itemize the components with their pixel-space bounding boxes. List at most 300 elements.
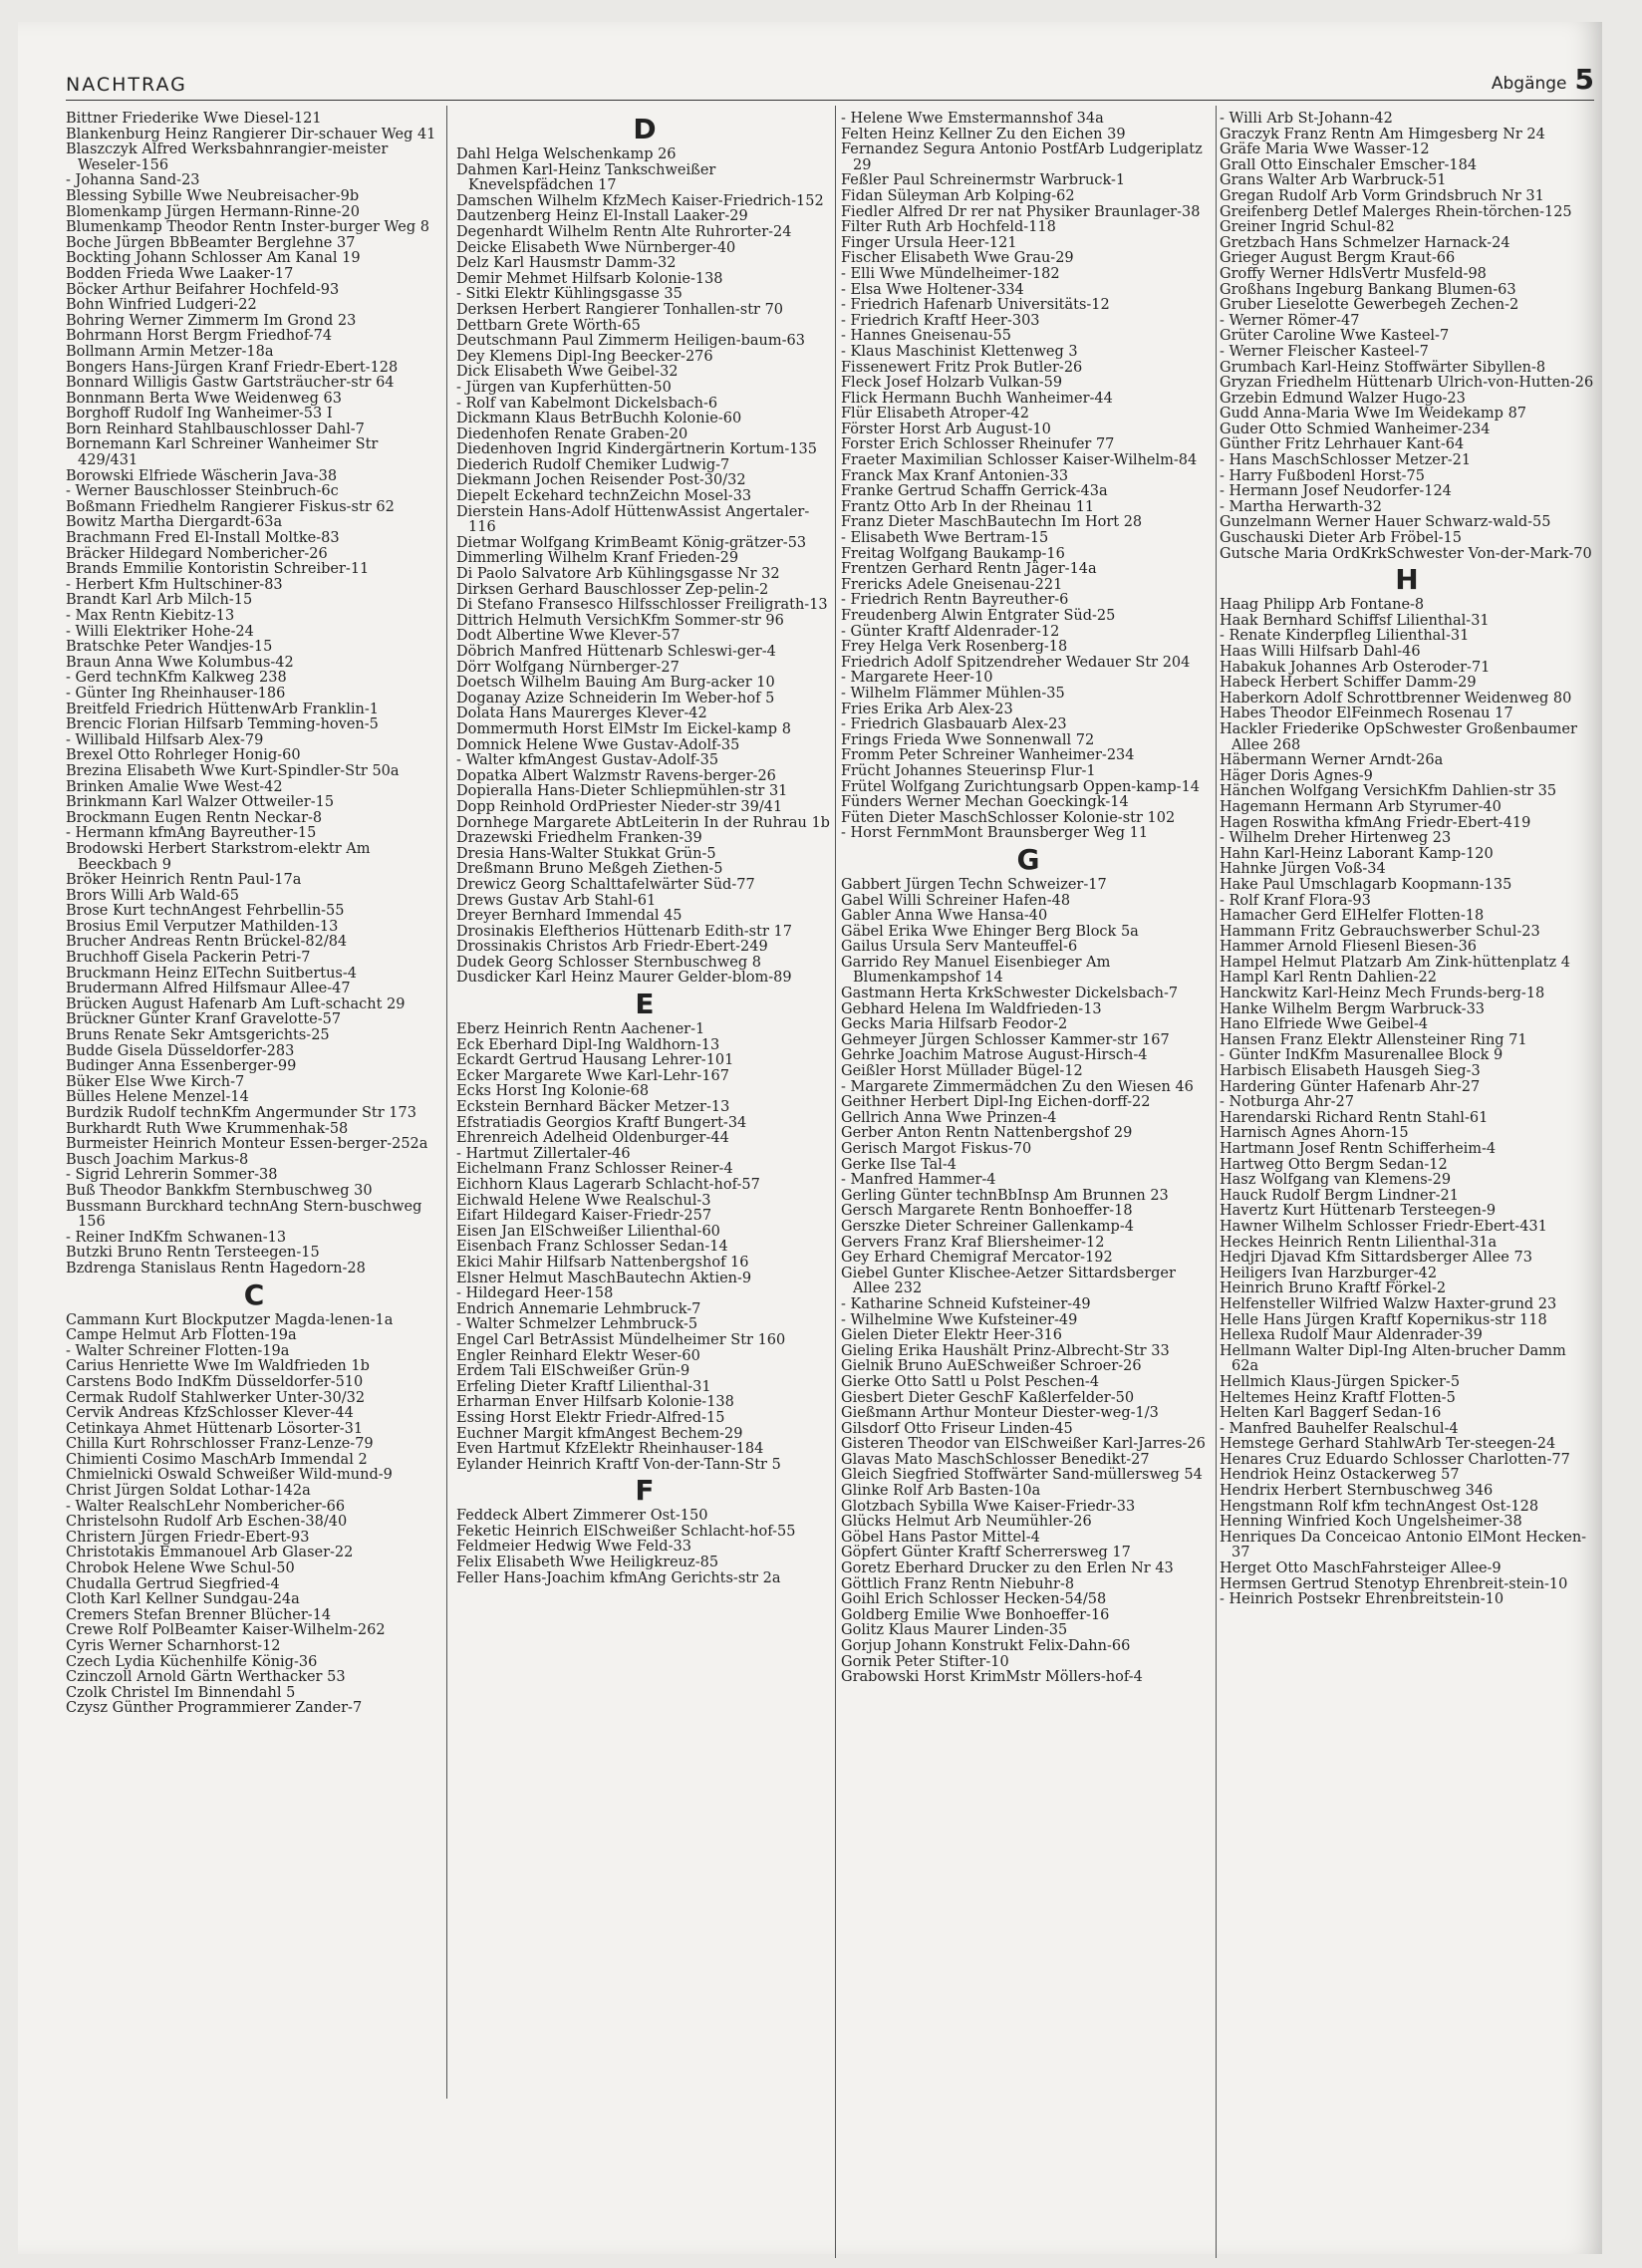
directory-entry: Brudermann Alfred Hilfsmaur Allee-47 [66,981,351,997]
directory-entry: Gey Erhard Chemigraf Mercator-192 [841,1250,1113,1267]
directory-entry: Gisteren Theodor van ElSchweißer Karl-Jarres-26 [841,1436,1206,1453]
directory-entry: Franck Max Kranf Antonien-33 [841,467,1069,484]
directory-entry: - Heinrich Postsekr Ehrenbreitstein-10 [1220,1591,1505,1608]
directory-entry: Böcker Arthur Beifahrer Hochfeld-93 [66,281,340,298]
directory-entry: Dahl Helga Welschenkamp 26 [456,146,677,162]
directory-entry: - Horst FernmMont Braunsberger Weg 11 [841,825,1149,842]
directory-entry: Brandt Karl Arb Milch-15 [66,592,253,609]
directory-entry: - Manfred Bauhelfer Realschul-4 [1220,1420,1459,1437]
directory-entry: Gerszke Dieter Schreiner Gallenkamp-4 [841,1218,1134,1235]
directory-entry: Gerisch Margot Fiskus-70 [841,1141,1032,1157]
directory-entry: Efstratiadis Georgios Kraftf Bungert-34 [456,1114,747,1131]
directory-entry: Göpfert Günter Kraftf Scherrersweg 17 [841,1545,1131,1561]
directory-entry: Förster Horst Arb August-10 [841,421,1051,437]
directory-entry: - Friedrich Kraftf Heer-303 [841,312,1040,329]
directory-entry: Gunzelmann Werner Hauer Schwarz-wald-55 [1220,514,1551,531]
directory-entry: Dopp Reinhold OrdPriester Nieder-str 39/41 [456,798,783,815]
directory-entry: Ecks Horst Ing Kolonie-68 [456,1083,650,1100]
directory-entry: Diedenhoven Ingrid Kindergärtnerin Kortum-135 [456,441,817,458]
directory-entry: Gleich Siegfried Stoffwärter Sand-müllersweg 54 [841,1467,1203,1484]
directory-entry: Göbel Hans Pastor Mittel-4 [841,1529,1040,1546]
directory-entry: Frericks Adele Gneisenau-221 [841,576,1063,593]
directory-entry: Gabel Willi Schreiner Hafen-48 [841,892,1071,909]
directory-entry: Gellrich Anna Wwe Prinzen-4 [841,1109,1057,1126]
directory-entry: Geißler Horst Müllader Bügel-12 [841,1063,1083,1080]
directory-entry: Demir Mehmet Hilfsarb Kolonie-138 [456,270,723,287]
directory-entry: Chrobok Helene Wwe Schul-50 [66,1560,295,1577]
directory-entry: Grans Walter Arb Warbruck-51 [1220,172,1447,189]
directory-entry: Heiligers Ivan Harzburger-42 [1220,1265,1438,1281]
directory-entry: Dreßmann Bruno Meßgeh Ziethen-5 [456,861,723,878]
directory-entry: Bohring Werner Zimmerm Im Grond 23 [66,312,357,329]
directory-entry: Hartmann Josef Rentn Schifferheim-4 [1220,1141,1497,1157]
directory-entry: Guder Otto Schmied Wanheimer-234 [1220,421,1491,437]
directory-entry: Carstens Bodo IndKfm Düsseldorfer-510 [66,1373,364,1390]
directory-entry: Essing Horst Elektr Friedr-Alfred-15 [456,1409,725,1426]
directory-entry: Dirksen Gerhard Bauschlosser Zep-pelin-2 [456,581,769,598]
directory-entry: Burmeister Heinrich Monteur Essen-berger-252a [66,1136,428,1153]
directory-entry: Hemstege Gerhard StahlwArb Ter-steegen-24 [1220,1436,1556,1453]
directory-entry: Hauck Rudolf Bergm Lindner-21 [1220,1187,1459,1204]
directory-entry: Doganay Azize Schneiderin Im Weber-hof 5 [456,690,775,707]
directory-entry: Gehrke Joachim Matrose August-Hirsch-4 [841,1047,1148,1064]
directory-entry: Eichwald Helene Wwe Realschul-3 [456,1192,711,1209]
directory-entry: Hänchen Wolfgang VersichKfm Dahlien-str 35 [1220,783,1557,800]
directory-entry: Gudd Anna-Maria Wwe Im Weidekamp 87 [1220,406,1527,423]
directory-entry: Hanke Wilhelm Bergm Warbruck-33 [1220,1000,1486,1017]
directory-entry: - Manfred Hammer-4 [841,1172,996,1189]
directory-entry: Heltemes Heinz Kraftf Flotten-5 [1220,1389,1456,1406]
directory-entry: Dudek Georg Schlosser Sternbuschweg 8 [456,954,761,971]
directory-entry: - Walter RealschLehr Nombericher-66 [66,1498,346,1515]
directory-entry: Grumbach Karl-Heinz Stoffwärter Sibyllen-8 [1220,359,1546,376]
directory-entry: Hanckwitz Karl-Heinz Mech Frunds-berg-18 [1220,986,1545,1002]
directory-entry: Domnick Helene Wwe Gustav-Adolf-35 [456,736,740,753]
directory-entry: Di Stefano Fransesco Hilfsschlosser Freiligrath-13 [456,597,828,614]
directory-entry: Brands Emmilie Kontoristin Schreiber-11 [66,561,370,578]
directory-entry: Brors Willi Arb Wald-65 [66,887,239,904]
directory-entry: Brexel Otto Rohrleger Honig-60 [66,747,301,764]
directory-entry: Hengstmann Rolf kfm technAngest Ost-128 [1220,1498,1539,1515]
directory-entry: Campe Helmut Arb Flotten-19a [66,1327,297,1344]
directory-entry: Bonnmann Berta Wwe Weidenweg 63 [66,390,342,407]
directory-entry: Engel Carl BetrAssist Mündelheimer Str 160 [456,1331,786,1348]
directory-entry: Drosinakis Eleftherios Hüttenarb Edith-str 17 [456,923,792,940]
abgaenge-label: Abgänge [1491,74,1567,94]
directory-entry: Cremers Stefan Brenner Blücher-14 [66,1606,332,1623]
directory-entry: Greifenberg Detlef Malerges Rhein-törchen-125 [1220,203,1572,220]
directory-entry: Hamacher Gerd ElHelfer Flotten-18 [1220,908,1485,925]
section-letter: G [1016,842,1040,876]
directory-entry: Boche Jürgen BbBeamter Berglehne 37 [66,234,356,251]
directory-entry: Füten Dieter MaschSchlosser Kolonie-str 102 [841,809,1176,826]
directory-entry: Dierstein Hans-Adolf HüttenwAssist Angertaler-116 [456,503,810,536]
directory-entry: Dusdicker Karl Heinz Maurer Gelder-blom-89 [456,970,792,987]
directory-entry: - Günter Kraftf Aldenrader-12 [841,623,1060,640]
directory-entry: Christern Jürgen Friedr-Ebert-93 [66,1529,310,1546]
directory-entry: Dahmen Karl-Heinz Tankschweißer Knevelspfädchen 17 [456,161,716,194]
directory-entry: Hardering Günter Hafenarb Ahr-27 [1220,1078,1481,1095]
directory-entry: Buß Theodor Bankkfm Sternbuschweg 30 [66,1182,373,1199]
directory-entry: Frantz Otto Arb In der Rheinau 11 [841,498,1095,515]
directory-entry: Burdzik Rudolf technKfm Angermunder Str 173 [66,1105,416,1121]
directory-entry: Harnisch Agnes Ahorn-15 [1220,1125,1409,1142]
directory-entry: Ehrenreich Adelheid Oldenburger-44 [456,1130,729,1147]
directory-entry: Hartweg Otto Bergm Sedan-12 [1220,1156,1448,1173]
directory-entry: Butzki Bruno Rentn Tersteegen-15 [66,1245,320,1262]
column-divider [446,106,447,2099]
directory-entry: Frey Helga Verk Rosenberg-18 [841,639,1068,656]
directory-entry: Bongers Hans-Jürgen Kranf Friedr-Ebert-128 [66,359,399,376]
directory-entry: Hellmann Walter Dipl-Ing Alten-brucher Damm 62a [1220,1342,1566,1375]
directory-entry: Fromm Peter Schreiner Wanheimer-234 [841,747,1135,764]
directory-entry: Haberkorn Adolf Schrottbrenner Weidenweg 80 [1220,690,1572,707]
directory-entry: Bockting Johann Schlosser Am Kanal 19 [66,250,361,267]
directory-entry: - Johanna Sand-23 [66,172,200,189]
directory-entry: Hackler Friederike OpSchwester Großenbaumer Allee 268 [1220,720,1577,753]
directory-entry: Drazewski Friedhelm Franken-39 [456,830,702,847]
directory-entry: - Notburga Ahr-27 [1220,1094,1354,1111]
directory-entry: Blomenkamp Jürgen Hermann-Rinne-20 [66,203,360,220]
directory-entry: - Harry Fußbodenl Horst-75 [1220,467,1425,484]
directory-entry: Chimienti Cosimo MaschArb Immendal 2 [66,1451,368,1468]
directory-entry: Dimmerling Wilhelm Kranf Frieden-29 [456,550,739,567]
directory-entry: - Willi Elektriker Hohe-24 [66,623,254,640]
directory-entry: - Reiner IndKfm Schwanen-13 [66,1229,287,1246]
directory-entry: - Werner Fleischer Kasteel-7 [1220,343,1429,360]
directory-entry: Carius Henriette Wwe Im Waldfrieden 1b [66,1358,370,1375]
directory-entry: Czech Lydia Küchenhilfe König-36 [66,1653,318,1670]
directory-entry: Bruns Renate Sekr Amtsgerichts-25 [66,1027,330,1044]
directory-entry: Hawner Wilhelm Schlosser Friedr-Ebert-431 [1220,1218,1547,1235]
directory-entry: Henriques Da Conceicao Antonio ElMont Hecken-37 [1220,1529,1587,1561]
directory-entry: - Martha Herwarth-32 [1220,498,1383,515]
directory-entry: - Hildegard Heer-158 [456,1285,614,1302]
directory-entry: Habes Theodor ElFeinmech Rosenau 17 [1220,706,1513,722]
directory-entry: Cervik Andreas KfzSchlosser Klever-44 [66,1405,354,1422]
directory-entry: - Rolf van Kabelmont Dickelsbach-6 [456,395,718,412]
directory-entry: Flür Elisabeth Atroper-42 [841,406,1030,423]
directory-entry: Frütel Wolfgang Zurichtungsarb Oppen-kamp-14 [841,778,1201,795]
directory-entry: Dopatka Albert Walzmstr Ravens-berger-26 [456,767,776,784]
directory-entry: Bratschke Peter Wandjes-15 [66,639,273,656]
directory-entry: Gabler Anna Wwe Hansa-40 [841,908,1048,925]
directory-entry: Eichhorn Klaus Lagerarb Schlacht-hof-57 [456,1177,760,1193]
directory-entry: Hendriok Heinz Ostackerweg 57 [1220,1467,1460,1484]
directory-entry: - Walter kfmAngest Gustav-Adolf-35 [456,752,719,769]
directory-entry: Brezina Elisabeth Wwe Kurt-Spindler-Str 50a [66,762,400,779]
directory-entry: - Renate Kinderpfleg Lilienthal-31 [1220,628,1470,645]
directory-entry: Bohrmann Horst Bergm Friedhof-74 [66,328,333,345]
directory-entry: Feddeck Albert Zimmerer Ost-150 [456,1508,708,1525]
directory-entry: Eichelmann Franz Schlosser Reiner-4 [456,1161,733,1178]
directory-entry: Hellexa Rudolf Maur Aldenrader-39 [1220,1327,1483,1344]
directory-entry: Bonnard Willigis Gastw Gartsträucher-str 64 [66,375,395,392]
directory-entry: Bohn Winfried Ludgeri-22 [66,297,257,314]
directory-entry: Burkhardt Ruth Wwe Krummenhak-58 [66,1120,349,1137]
directory-entry: Endrich Annemarie Lehmbruck-7 [456,1300,701,1317]
directory-entry: - Sitki Elektr Kühlingsgasse 35 [456,286,683,303]
directory-entry: Bussmann Burckhard technAng Stern-buschweg 156 [66,1198,422,1231]
directory-entry: Gerling Günter technBbInsp Am Brunnen 23 [841,1187,1169,1204]
directory-entry: Eisen Jan ElSchweißer Lilienthal-60 [456,1223,720,1240]
directory-entry: Euchner Margit kfmAngest Bechem-29 [456,1425,743,1442]
directory-entry: Gieling Erika Haushält Prinz-Albrecht-Str 33 [841,1342,1170,1359]
directory-entry: Bräcker Hildegard Nombericher-26 [66,545,328,562]
directory-entry: Gretzbach Hans Schmelzer Harnack-24 [1220,234,1510,251]
directory-entry: Finger Ursula Heer-121 [841,234,1017,251]
directory-entry: Doetsch Wilhelm Bauing Am Burg-acker 10 [456,675,775,692]
directory-entry: Dresia Hans-Walter Stukkat Grün-5 [456,845,716,862]
directory-entry: Harbisch Elisabeth Hausgeh Sieg-3 [1220,1063,1481,1080]
directory-entry: Cermak Rudolf Stahlwerker Unter-30/32 [66,1389,366,1406]
directory-entry: Feßler Paul Schreinermstr Warbruck-1 [841,172,1126,189]
directory-entry: Gruber Lieselotte Gewerbegeh Zechen-2 [1220,297,1519,314]
directory-entry: Diederich Rudolf Chemiker Ludwig-7 [456,456,730,473]
directory-entry: - Wilhelmine Wwe Kufsteiner-49 [841,1311,1078,1328]
column-2 [456,112,833,2254]
directory-entry: Golitz Klaus Maurer Linden-35 [841,1622,1068,1639]
directory-entry: Brinkmann Karl Walzer Ottweiler-15 [66,794,335,811]
directory-entry: Dittrich Helmuth VersichKfm Sommer-str 96 [456,612,784,629]
directory-entry: Bzdrenga Stanislaus Rentn Hagedorn-28 [66,1260,366,1276]
directory-entry: Felten Heinz Kellner Zu den Eichen 39 [841,126,1126,142]
directory-entry: Helle Hans Jürgen Kraftf Kopernikus-str 118 [1220,1311,1547,1328]
directory-entry: Boßmann Friedhelm Rangierer Fiskus-str 62 [66,498,395,515]
section-title: NACHTRAG [66,74,187,96]
directory-entry: - Walter Schmelzer Lehmbruck-5 [456,1316,698,1333]
directory-entry: Erfeling Dieter Kraftf Lilienthal-31 [456,1378,711,1395]
directory-entry: - Werner Bauschlosser Steinbruch-6c [66,483,339,500]
directory-entry: - Wilhelm Flämmer Mühlen-35 [841,685,1065,702]
directory-entry: Grieger August Bergm Kraut-66 [1220,250,1456,267]
directory-entry: Blumenkamp Theodor Rentn Inster-burger Weg 8 [66,219,429,236]
directory-entry: Brücken August Hafenarb Am Luft-schacht 29 [66,995,406,1012]
directory-entry: Göttlich Franz Rentn Niebuhr-8 [841,1575,1075,1592]
directory-entry: Chudalla Gertrud Siegfried-4 [66,1575,280,1592]
section-letter: E [635,988,655,1021]
directory-entry: Gielnik Bruno AuESchweißer Schroer-26 [841,1358,1142,1375]
directory-entry: Ekici Mahir Hilfsarb Nattenbergshof 16 [456,1254,749,1271]
directory-entry: Bowitz Martha Diergardt-63a [66,514,283,531]
directory-entry: Eckardt Gertrud Hausang Lehrer-101 [456,1052,734,1069]
page-number: 5 [1574,63,1594,96]
section-letter: C [243,1277,265,1311]
directory-entry: Frücht Johannes Steuerinsp Flur-1 [841,762,1096,779]
directory-entry: Fries Erika Arb Alex-23 [841,701,1013,717]
directory-entry: Czinczoll Arnold Gärtn Werthacker 53 [66,1669,346,1686]
directory-entry: Dettbarn Grete Wörth-65 [456,317,641,334]
directory-entry: Dornhege Margarete AbtLeiterin In der Ruhrau 1b [456,814,830,831]
directory-entry: Grabowski Horst KrimMstr Möllers-hof-4 [841,1669,1143,1686]
directory-entry: Hermsen Gertrud Stenotyp Ehrenbreit-stein-10 [1220,1575,1568,1592]
directory-entry: Dolata Hans Maurerges Klever-42 [456,706,707,722]
directory-entry: Drossinakis Christos Arb Friedr-Ebert-249 [456,939,768,956]
directory-entry: Degenhardt Wilhelm Rentn Alte Ruhrorter-24 [456,223,792,240]
directory-entry: Habeck Herbert Schiffer Damm-29 [1220,675,1477,692]
directory-entry: Gryzan Friedhelm Hüttenarb Ulrich-von-Hutten-26 [1220,375,1594,392]
directory-entry: Herget Otto MaschFahrsteiger Allee-9 [1220,1560,1502,1577]
directory-entry: Friedrich Adolf Spitzendreher Wedauer Str 204 [841,654,1191,671]
directory-entry: Hampel Helmut Platzarb Am Zink-hüttenplatz 4 [1220,954,1570,971]
directory-entry: - Günter IndKfm Masurenallee Block 9 [1220,1047,1504,1064]
directory-entry: Gorjup Johann Konstrukt Felix-Dahn-66 [841,1638,1131,1654]
directory-entry: Bittner Friederike Wwe Diesel-121 [66,111,322,127]
directory-entry: Eckstein Bernhard Bäcker Metzer-13 [456,1099,730,1116]
directory-entry: Gregan Rudolf Arb Vorm Grindsbruch Nr 31 [1220,187,1544,204]
directory-entry: Büker Else Wwe Kirch-7 [66,1073,245,1090]
directory-entry: - Sigrid Lehrerin Sommer-38 [66,1167,278,1184]
directory-entry: - Helene Wwe Emstermannshof 34a [841,111,1104,127]
section-letter: H [1395,563,1419,597]
directory-entry: Busch Joachim Markus-8 [66,1151,249,1168]
directory-entry: Hahnke Jürgen Voß-34 [1220,861,1386,878]
directory-entry: Haag Philipp Arb Fontane-8 [1220,597,1425,614]
directory-entry: Haas Willi Hilfsarb Dahl-46 [1220,644,1421,660]
directory-entry: Eisenbach Franz Schlosser Sedan-14 [456,1239,728,1256]
directory-entry: Gielen Dieter Elektr Heer-316 [841,1327,1063,1344]
directory-entry: Hahn Karl-Heinz Laborant Kamp-120 [1220,845,1494,862]
column-3 [841,112,1216,2254]
directory-entry: Diedenhofen Renate Graben-20 [456,425,688,442]
directory-entry: Bruckmann Heinz ElTechn Suitbertus-4 [66,965,357,982]
directory-entry: - Friedrich Rentn Bayreuther-6 [841,592,1069,609]
directory-entry: Franke Gertrud Schaffn Gerrick-43a [841,483,1108,500]
directory-entry: - Gerd technKfm Kalkweg 238 [66,670,287,687]
directory-entry: Brose Kurt technAngest Fehrbellin-55 [66,903,345,920]
directory-entry: - Friedrich Hafenarb Universitäts-12 [841,297,1110,314]
directory-entry: Gornik Peter Stifter-10 [841,1653,1009,1670]
directory-entry: Dietmar Wolfgang KrimBeamt König-grätzer-53 [456,534,807,551]
directory-entry: Heckes Heinrich Rentn Lilienthal-31a [1220,1234,1498,1251]
directory-entry: Dey Klemens Dipl-Ing Beecker-276 [456,348,713,365]
directory-entry: Even Hartmut KfzElektr Rheinhauser-184 [456,1441,764,1458]
directory-entry: Gersch Margarete Rentn Bonhoeffer-18 [841,1203,1133,1220]
directory-entry: Goretz Eberhard Drucker zu den Erlen Nr 43 [841,1560,1174,1577]
directory-entry: - Jürgen van Kupferhütten-50 [456,379,672,396]
directory-entry: - Elisabeth Wwe Bertram-15 [841,530,1049,547]
directory-entry: Günther Fritz Lehrhauer Kant-64 [1220,436,1465,453]
directory-entry: Fleck Josef Holzarb Vulkan-59 [841,375,1063,392]
directory-entry: Borghoff Rudolf Ing Wanheimer-53 I [66,406,333,423]
directory-entry: Elsner Helmut MaschBautechn Aktien-9 [456,1270,752,1286]
directory-entry: - Margarete Heer-10 [841,670,993,687]
column-divider [835,106,836,2258]
directory-entry: Hendrix Herbert Sternbuschweg 346 [1220,1483,1494,1500]
directory-entry: - Katharine Schneid Kufsteiner-49 [841,1295,1091,1312]
directory-entry: Flick Hermann Buchh Wanheimer-44 [841,390,1113,407]
column-4 [1220,112,1594,2254]
directory-entry: Eberz Heinrich Rentn Aachener-1 [456,1021,705,1038]
directory-entry: Brucher Andreas Rentn Brückel-82/84 [66,934,348,951]
directory-entry: - Hermann kfmAng Bayreuther-15 [66,825,317,842]
directory-entry: - Rolf Kranf Flora-93 [1220,892,1371,909]
directory-entry: Feldmeier Hedwig Wwe Feld-33 [456,1539,691,1556]
directory-entry: Fiedler Alfred Dr rer nat Physiker Braunlager-38 [841,203,1201,220]
directory-entry: Gailus Ursula Serv Manteuffel-6 [841,939,1078,956]
directory-entry: Franz Dieter MaschBautechn Im Hort 28 [841,514,1143,531]
directory-entry: - Max Rentn Kiebitz-13 [66,608,235,624]
directory-entry: Großhans Ingeburg Bankang Blumen-63 [1220,281,1516,298]
directory-entry: Havertz Kurt Hüttenarb Tersteegen-9 [1220,1203,1497,1220]
directory-entry: Diekmann Jochen Reisender Post-30/32 [456,472,746,489]
directory-entry: - Hannes Gneisenau-55 [841,328,1011,345]
directory-entry: - Wilhelm Dreher Hirtenweg 23 [1220,830,1452,847]
directory-entry: Gerke Ilse Tal-4 [841,1156,958,1173]
directory-entry: Brachmann Fred El-Install Moltke-83 [66,530,340,547]
directory-entry: Bröker Heinrich Rentn Paul-17a [66,872,302,889]
directory-entry: Eylander Heinrich Kraftf Von-der-Tann-Str 5 [456,1456,781,1473]
directory-entry: Fissenewert Fritz Prok Butler-26 [841,359,1083,376]
directory-entry: Felix Elisabeth Wwe Heiligkreuz-85 [456,1555,719,1571]
directory-entry: Frings Frieda Wwe Sonnenwall 72 [841,731,1095,748]
directory-entry: - Herbert Kfm Hultschiner-83 [66,576,283,593]
directory-entry: Grzebin Edmund Walzer Hugo-23 [1220,390,1466,407]
directory-entry: Geithner Herbert Dipl-Ing Eichen-dorff-22 [841,1094,1151,1111]
directory-entry: Gilsdorf Otto Friseur Linden-45 [841,1420,1073,1437]
directory-entry: Hammann Fritz Gebrauchswerber Schul-23 [1220,923,1540,940]
directory-entry: Brosius Emil Verputzer Mathilden-13 [66,918,339,935]
directory-entry: Eck Eberhard Dipl-Ing Waldhorn-13 [456,1036,720,1053]
directory-entry: Gervers Franz Kraf Bliersheimer-12 [841,1234,1105,1251]
directory-entry: - Willi Arb St-Johann-42 [1220,111,1393,127]
directory-entry: Delz Karl Hausmstr Damm-32 [456,255,677,272]
page-header [66,62,1594,101]
directory-entry: Gastmann Herta KrkSchwester Dickelsbach-7 [841,986,1179,1002]
directory-entry: Di Paolo Salvatore Arb Kühlingsgasse Nr 32 [456,566,780,583]
directory-entry: - Günter Ing Rheinhauser-186 [66,685,286,702]
directory-entry: Christelsohn Rudolf Arb Eschen-38/40 [66,1514,348,1531]
directory-entry: Glinke Rolf Arb Basten-10a [841,1483,1041,1500]
directory-entry: Feller Hans-Joachim kfmAng Gerichts-str 2a [456,1569,781,1586]
directory-entry: Brockmann Eugen Rentn Neckar-8 [66,809,323,826]
column-divider [1216,106,1217,2258]
directory-entry: Gierke Otto Sattl u Polst Peschen-4 [841,1373,1100,1390]
directory-page [18,22,1602,2254]
directory-entry: Hansen Franz Elektr Allensteiner Ring 71 [1220,1031,1527,1048]
directory-entry: Eifart Hildegard Kaiser-Friedr-257 [456,1208,712,1225]
directory-entry: Freudenberg Alwin Entgrater Süd-25 [841,608,1116,624]
directory-entry: Glücks Helmut Arb Neumühler-26 [841,1514,1092,1531]
section-heading-right [1492,63,1594,96]
directory-entry: Hagemann Hermann Arb Styrumer-40 [1220,798,1502,815]
directory-entry: - Willibald Hilfsarb Alex-79 [66,731,264,748]
directory-entry: Christ Jürgen Soldat Lothar-142a [66,1483,311,1500]
section-letter: D [633,113,657,145]
directory-entry: Glotzbach Sybilla Wwe Kaiser-Friedr-33 [841,1498,1136,1515]
directory-entry: Drews Gustav Arb Stahl-61 [456,892,657,909]
directory-entry: Derksen Herbert Rangierer Tonhallen-str 70 [456,301,784,318]
directory-entry: Engler Reinhard Elektr Weser-60 [456,1347,700,1364]
directory-entry: Deutschmann Paul Zimmerm Heiligen-baum-63 [456,333,805,350]
directory-entry: Hammer Arnold Fliesenl Biesen-36 [1220,939,1478,956]
directory-entry: Fernandez Segura Antonio PostfArb Ludgeriplatz 29 [841,142,1203,173]
directory-entry: Dick Elisabeth Wwe Geibel-32 [456,364,679,381]
directory-entry: Hasz Wolfgang van Klemens-29 [1220,1172,1452,1189]
directory-entry: Dreyer Bernhard Immendal 45 [456,908,683,925]
directory-entry: Fidan Süleyman Arb Kolping-62 [841,187,1075,204]
directory-entry: - Margarete Zimmermädchen Zu den Wiesen 46 [841,1078,1194,1095]
directory-entry: Garrido Rey Manuel Eisenbieger Am Blumenkampshof 14 [841,954,1111,987]
directory-entry: Goldberg Emilie Wwe Bonhoeffer-16 [841,1606,1110,1623]
directory-entry: Hake Paul Umschlagarb Koopmann-135 [1220,876,1512,893]
directory-entry: Dautzenberg Heinz El-Install Laaker-29 [456,208,748,225]
directory-entry: - Elli Wwe Mündelheimer-182 [841,265,1060,282]
directory-entry: Häbermann Werner Arndt-26a [1220,752,1444,769]
directory-entry: Feketic Heinrich ElSchweißer Schlacht-hof-55 [456,1523,796,1540]
directory-entry: Ecker Margarete Wwe Karl-Lehr-167 [456,1067,729,1084]
directory-entry: Dopieralla Hans-Dieter Schliepmühlen-str 31 [456,783,788,800]
